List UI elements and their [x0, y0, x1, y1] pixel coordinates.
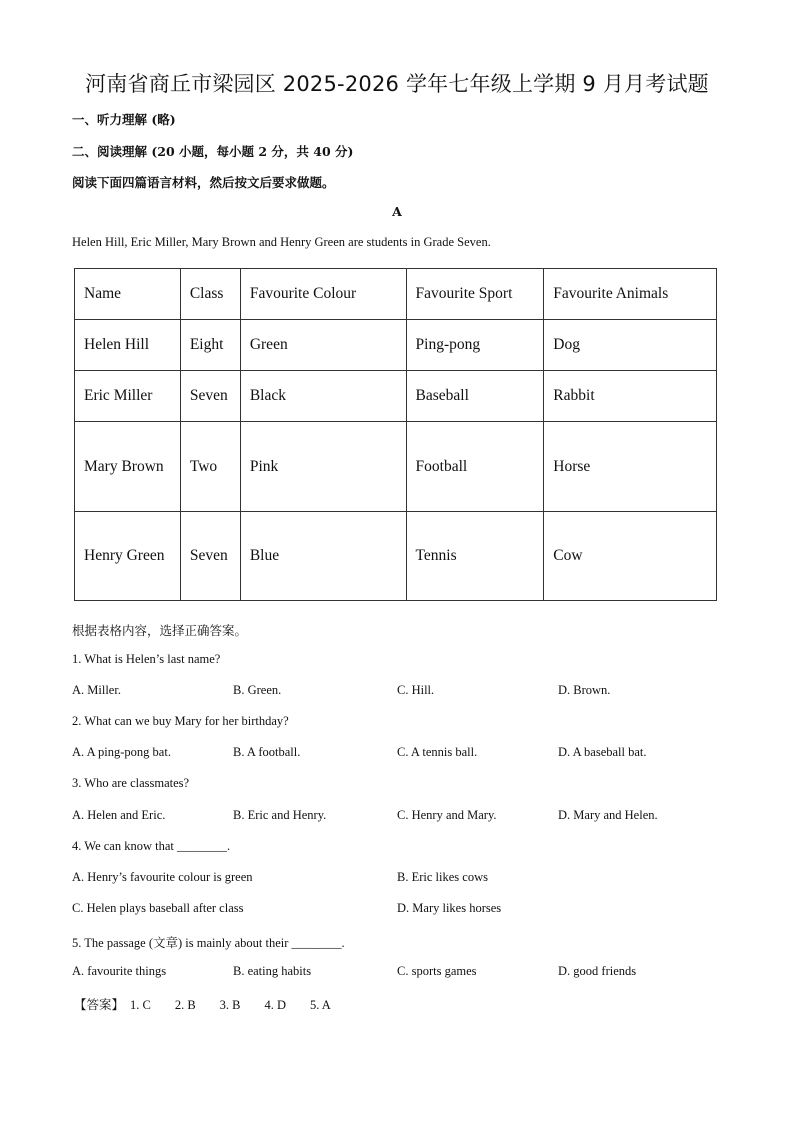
table-header-row: [75, 269, 717, 320]
q5-option-d: D. good friends: [558, 964, 637, 978]
table-cell: Seven: [180, 511, 240, 600]
answer-item: 1. C: [130, 998, 151, 1012]
table-cell: Cow: [544, 511, 717, 600]
passage-intro: Helen Hill, Eric Miller, Mary Brown and Henry Green are students in Grade Seven.: [72, 235, 491, 249]
table-cell: Baseball: [406, 371, 544, 422]
q2-option-d: D. A baseball bat.: [558, 745, 647, 759]
table-cell: Henry Green: [75, 511, 181, 600]
q4-option-a: A. Henry’s favourite colour is green: [72, 870, 253, 884]
table-row: [75, 371, 717, 422]
table-row: [75, 511, 717, 600]
q1-option-a: A. Miller.: [72, 683, 121, 697]
q2-option-a: A. A ping-pong bat.: [72, 745, 171, 759]
q5-option-c: C. sports games: [397, 964, 477, 978]
table-header-cell: Favourite Colour: [240, 269, 406, 320]
table-cell: Black: [240, 371, 406, 422]
section-reading: 二、阅读理解 (20 小题，每小题 2 分，共 40 分): [72, 144, 354, 159]
table-cell: Horse: [544, 422, 717, 511]
passage-label: A: [392, 204, 402, 219]
q3-option-d: D. Mary and Helen.: [558, 808, 658, 822]
answer-item: 3. B: [219, 998, 241, 1012]
question-5: 5. The passage (文章) is mainly about their ________.: [72, 936, 345, 950]
q1-option-b: B. Green.: [233, 683, 282, 697]
table-header-cell: Favourite Animals: [544, 269, 717, 320]
q3-option-c: C. Henry and Mary.: [397, 808, 497, 822]
reading-instruction: 阅读下面四篇语言材料，然后按文后要求做题。: [72, 175, 335, 190]
table-cell: Rabbit: [544, 371, 717, 422]
table-cell: Seven: [180, 371, 240, 422]
table-cell: Tennis: [406, 511, 544, 600]
question-2: 2. What can we buy Mary for her birthday?: [72, 714, 289, 728]
table-cell: Dog: [544, 320, 717, 371]
table-header-cell: Class: [180, 269, 240, 320]
answer-item: 2. B: [174, 998, 196, 1012]
question-1: 1. What is Helen’s last name?: [72, 652, 221, 666]
question-3: 3. Who are classmates?: [72, 776, 190, 790]
table-cell: Green: [240, 320, 406, 371]
table-cell: Helen Hill: [75, 320, 181, 371]
answer-item: 4. D: [264, 998, 287, 1012]
table-header-cell: Name: [75, 269, 181, 320]
answer-label: 【答案】: [74, 997, 125, 1012]
table-cell: Eight: [180, 320, 240, 371]
q2-option-c: C. A tennis ball.: [397, 745, 478, 759]
table-header-cell: Favourite Sport: [406, 269, 544, 320]
q4-option-b: B. Eric likes cows: [397, 870, 488, 884]
table-cell: Football: [406, 422, 544, 511]
q5-option-b: B. eating habits: [233, 964, 312, 978]
q5-option-a: A. favourite things: [72, 964, 167, 978]
table-cell: Eric Miller: [75, 371, 181, 422]
q3-option-a: A. Helen and Eric.: [72, 808, 166, 822]
table-cell: Blue: [240, 511, 406, 600]
table-cell: Pink: [240, 422, 406, 511]
student-info-table: [74, 268, 717, 601]
table-row: [75, 422, 717, 511]
q4-option-c: C. Helen plays baseball after class: [72, 901, 244, 915]
table-cell: Mary Brown: [75, 422, 181, 511]
q2-option-b: B. A football.: [233, 745, 301, 759]
q3-option-b: B. Eric and Henry.: [233, 808, 327, 822]
q1-option-c: C. Hill.: [397, 683, 435, 697]
q1-option-d: D. Brown.: [558, 683, 611, 697]
table-row: [75, 320, 717, 371]
q4-option-d: D. Mary likes horses: [397, 901, 502, 915]
page-title: 河南省商丘市梁园区 2025-2026 学年七年级上学期 9 月月考试题: [85, 72, 709, 96]
answer-key: [74, 995, 351, 1013]
table-cell: Two: [180, 422, 240, 511]
question-4: 4. We can know that ________.: [72, 839, 231, 853]
section-listening: 一、听力理解 (略): [72, 112, 176, 127]
answer-item: 5. A: [310, 998, 331, 1012]
table-cell: Ping-pong: [406, 320, 544, 371]
question-prompt: 根据表格内容，选择正确答案。: [72, 623, 248, 638]
